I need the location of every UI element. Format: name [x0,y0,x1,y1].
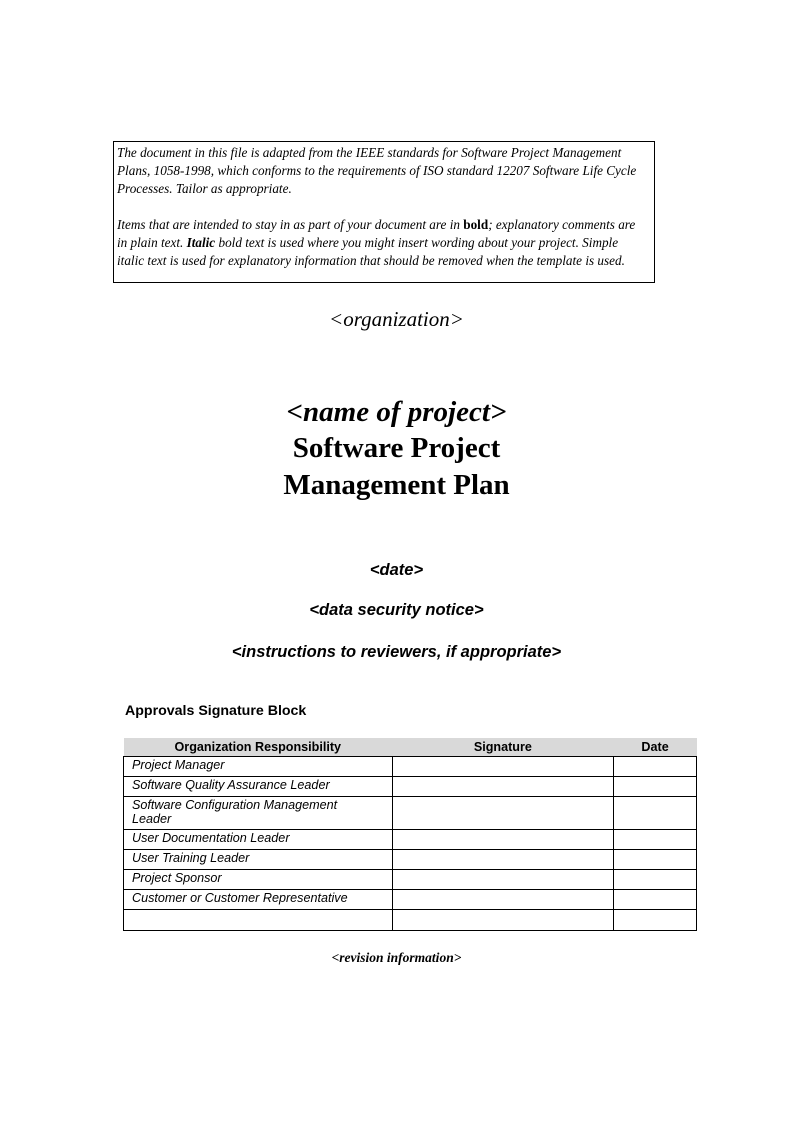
table-row [124,830,697,850]
table-header-row [124,738,697,757]
signature-cell[interactable] [392,777,614,797]
role-cell: User Documentation Leader [124,830,393,850]
signature-cell[interactable] [392,850,614,870]
title-line-1: Software Project [292,432,501,464]
note-bold-word: bold [463,217,489,232]
table-row [124,850,697,870]
table-row [124,890,697,910]
date-cell[interactable] [614,870,697,890]
security-notice-placeholder: <data security notice> [309,601,484,619]
signature-cell[interactable] [392,757,614,777]
date-cell[interactable] [614,757,697,777]
date-cell[interactable] [614,890,697,910]
reviewer-instructions-placeholder: <instructions to reviewers, if appropriate> [231,643,562,661]
note-bolditalic-word: Italic [186,235,216,250]
note-text-c: bold text is used where you might insert wording about your project. Simple italic text is used for explanatory information that should be removed when the template is used. [117,235,625,268]
note-paragraph-1: The document in this file is adapted from the IEEE standards for Software Project Management Plans, 1058-1998, which conforms to the requirements of ISO standard 12207 Software Life Cycle Processes. Tailor as appropriate. [117,145,637,196]
date-cell[interactable] [614,850,697,870]
note-text-b: ; explanatory comments are in plain text. [117,217,636,250]
date-cell[interactable] [614,830,697,850]
date-cell[interactable] [614,797,697,830]
role-cell: User Training Leader [124,850,393,870]
project-name-placeholder: <name of project> [286,396,507,428]
approvals-signature-table [123,738,697,931]
title-line-2: Management Plan [283,469,510,501]
signature-cell[interactable] [392,910,614,931]
role-cell: Software Configuration Management Leader [124,797,393,830]
header-signature: Signature [392,738,614,757]
revision-information-placeholder: <revision information> [331,950,462,965]
role-cell: Project Sponsor [124,870,393,890]
role-cell: Customer or Customer Representative [124,890,393,910]
organization-placeholder: <organization> [329,307,464,331]
note-text-a: Items that are intended to stay in as part of your document are in [117,217,464,232]
signature-cell[interactable] [392,830,614,850]
signature-cell[interactable] [392,797,614,830]
approvals-heading: Approvals Signature Block [125,703,307,719]
table-row [124,797,697,830]
table-row [124,777,697,797]
signature-cell[interactable] [392,890,614,910]
header-date: Date [614,738,697,757]
document-title [0,430,793,504]
role-cell: Software Quality Assurance Leader [124,777,393,797]
note-paragraph-2 [117,216,648,270]
date-cell[interactable] [614,777,697,797]
role-cell: Project Manager [124,757,393,777]
role-cell[interactable] [124,910,393,931]
date-placeholder: <date> [369,561,424,579]
signature-cell[interactable] [392,870,614,890]
table-row [124,757,697,777]
template-note-box [113,141,655,283]
header-organization-responsibility: Organization Responsibility [124,738,393,757]
table-row [124,870,697,890]
date-cell[interactable] [614,910,697,931]
table-row [124,910,697,931]
